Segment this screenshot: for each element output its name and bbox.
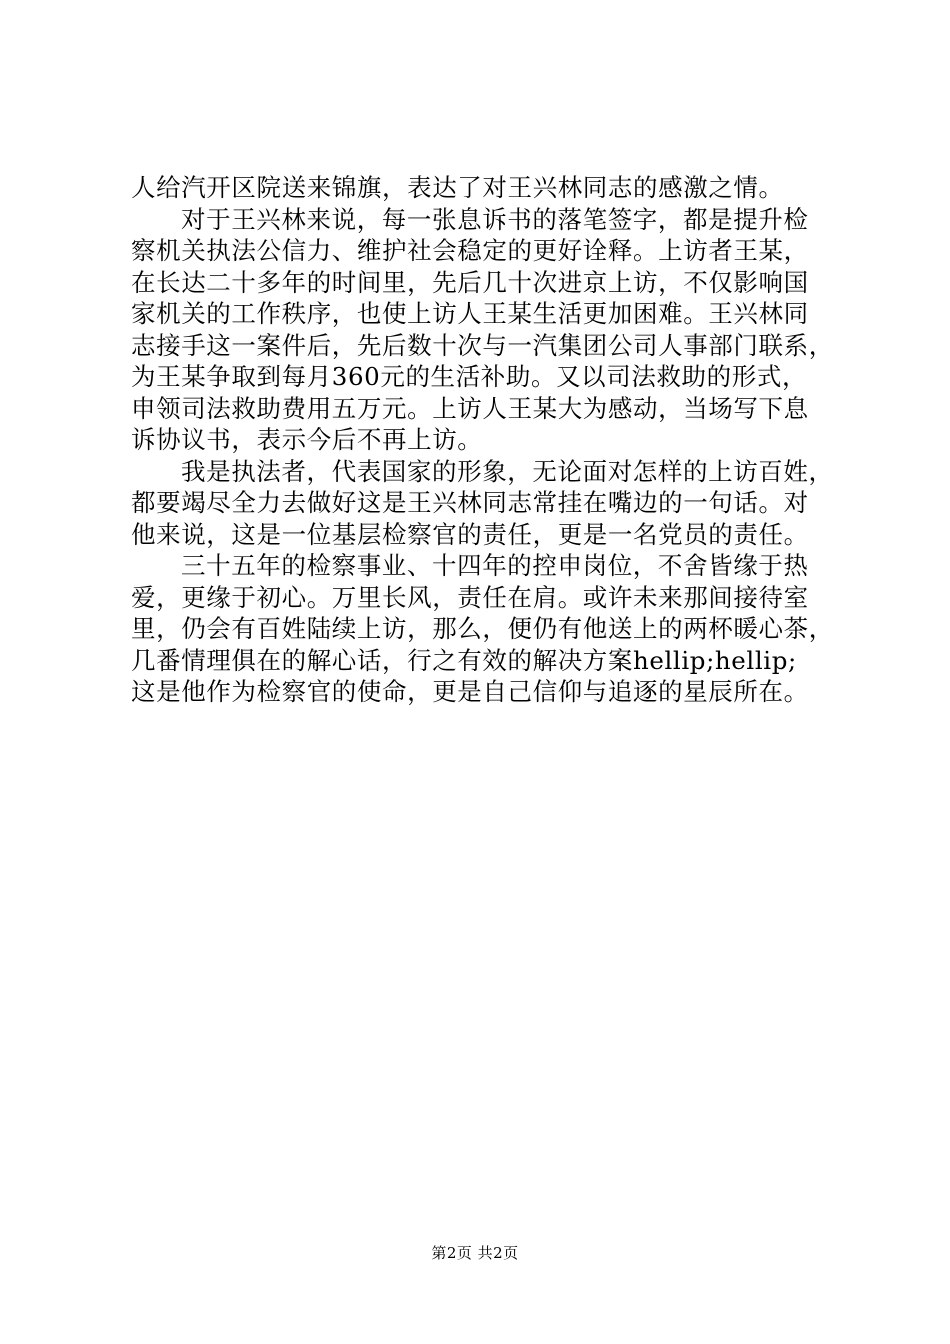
paragraph-3-line-2: 都要竭尽全力去做好这是王兴林同志常挂在嘴边的一句话。对	[131, 488, 809, 517]
paragraph-1-line-1: 人给汽开区院送来锦旗，表达了对王兴林同志的感激之情。	[131, 173, 784, 202]
page-number-label: 第2页 共2页	[431, 1244, 519, 1262]
paragraph-4-line-5: 这是他作为检察官的使命，更是自己信仰与追逐的星辰所在。	[131, 677, 809, 706]
document-body	[131, 172, 834, 708]
paragraph-2-line-5: 志接手这一案件后，先后数十次与一汽集团公司人事部门联系，	[131, 330, 834, 360]
paragraph-2-line-6: 为王某争取到每月360元的生活补助。又以司法救助的形式，	[131, 362, 808, 391]
paragraph-4-line-4: 几番情理俱在的解心话，行之有效的解决方案hellip;hellip;	[131, 645, 797, 675]
page-footer	[0, 1243, 950, 1263]
paragraph-2-line-8: 诉协议书，表示今后不再上访。	[131, 425, 483, 454]
paragraph-4-line-2: 爱，更缘于初心。万里长风，责任在肩。或许未来那间接待室	[131, 582, 809, 612]
paragraph-4-line-1: 三十五年的检察事业、十四年的控申岗位，不舍皆缘于热	[181, 551, 809, 580]
paragraph-3-line-3: 他来说，这是一位基层检察官的责任，更是一名党员的责任。	[131, 519, 809, 549]
paragraph-4-line-3: 里，仍会有百姓陆续上访，那么，便仍有他送上的两杯暖心茶，	[131, 614, 834, 643]
paragraph-2-line-1: 对于王兴林来说，每一张息诉书的落笔签字，都是提升检	[181, 204, 809, 234]
paragraph-2-line-7: 申领司法救助费用五万元。上访人王某大为感动，当场写下息	[131, 393, 809, 423]
paragraph-2-line-4: 家机关的工作秩序，也使上访人王某生活更加困难。王兴林同	[131, 299, 809, 328]
paragraph-2-line-3: 在长达二十多年的时间里，先后几十次进京上访，不仅影响国	[131, 267, 809, 297]
paragraph-2-line-2: 察机关执法公信力、维护社会稳定的更好诠释。上访者王某，	[131, 236, 809, 265]
paragraph-3-line-1: 我是执法者，代表国家的形象，无论面对怎样的上访百姓，	[181, 456, 834, 486]
